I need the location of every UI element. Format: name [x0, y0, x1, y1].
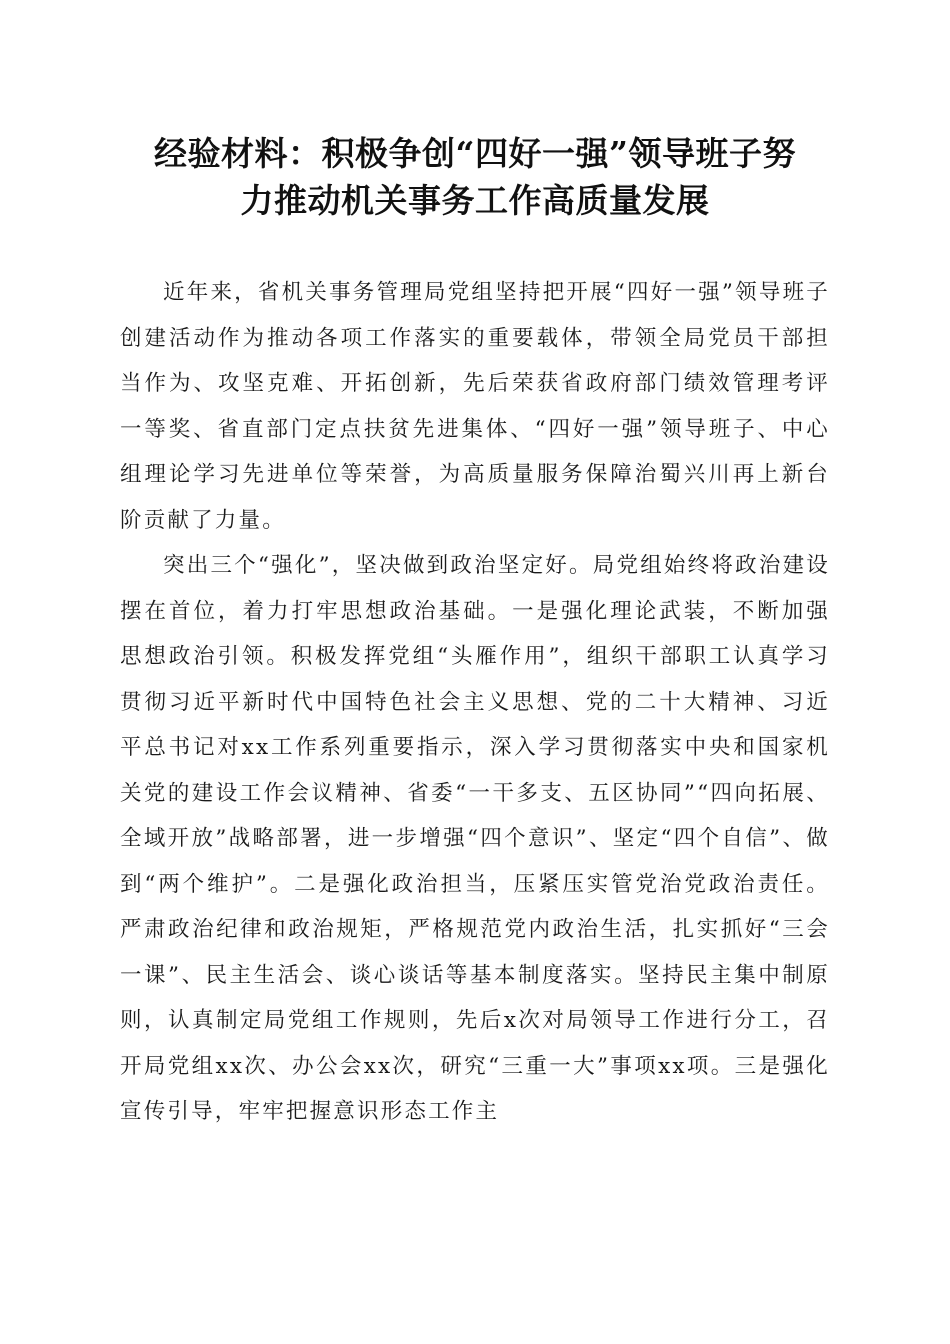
paragraph-intro: 近年来，省机关事务管理局党组坚持把开展“四好一强”领导班子创建活动作为推动各项工作落实的重要载体，带领全局党员干部担当作为、攻坚克难、开拓创新，先后荣获省政府部门绩效管理考评一等奖、省直部门定点扶贫先进集体、“四好一强”领导班子、中心组理论学习先进单位等荣誉，为高质量服务保障治蜀兴川再上新台阶贡献了力量。	[120, 280, 830, 533]
title-line-2: 力推动机关事务工作高质量发展	[240, 181, 710, 220]
document-page	[120, 120, 830, 1135]
document-title	[120, 130, 830, 224]
document-body	[120, 270, 830, 1135]
paragraph-political: 突出三个“强化”，坚决做到政治坚定好。局党组始终将政治建设摆在首位，着力打牢思想政治基础。一是强化理论武装，不断加强思想政治引领。积极发挥党组“头雁作用”，组织干部职工认真学习贯彻习近平新时代中国特色社会主义思想、党的二十大精神、习近平总书记对xx工作系列重要指示，深入学习贯彻落实中央和国家机关党的建设工作会议精神、省委“一干多支、五区协同”“四向拓展、全域开放”战略部署，进一步增强“四个意识”、坚定“四个自信”、做到“两个维护”。二是强化政治担当，压紧压实管党治党政治责任。严肃政治纪律和政治规矩，严格规范党内政治生活，扎实抓好“三会一课”、民主生活会、谈心谈话等基本制度落实。坚持民主集中制原则，认真制定局党组工作规则，先后x次对局领导工作进行分工，召开局党组xx次、办公会xx次，研究“三重一大”事项xx项。三是强化宣传引导，牢牢把握意识形态工作主	[120, 553, 830, 1124]
title-line-1: 经验材料：积极争创“四好一强”领导班子努	[154, 134, 796, 173]
